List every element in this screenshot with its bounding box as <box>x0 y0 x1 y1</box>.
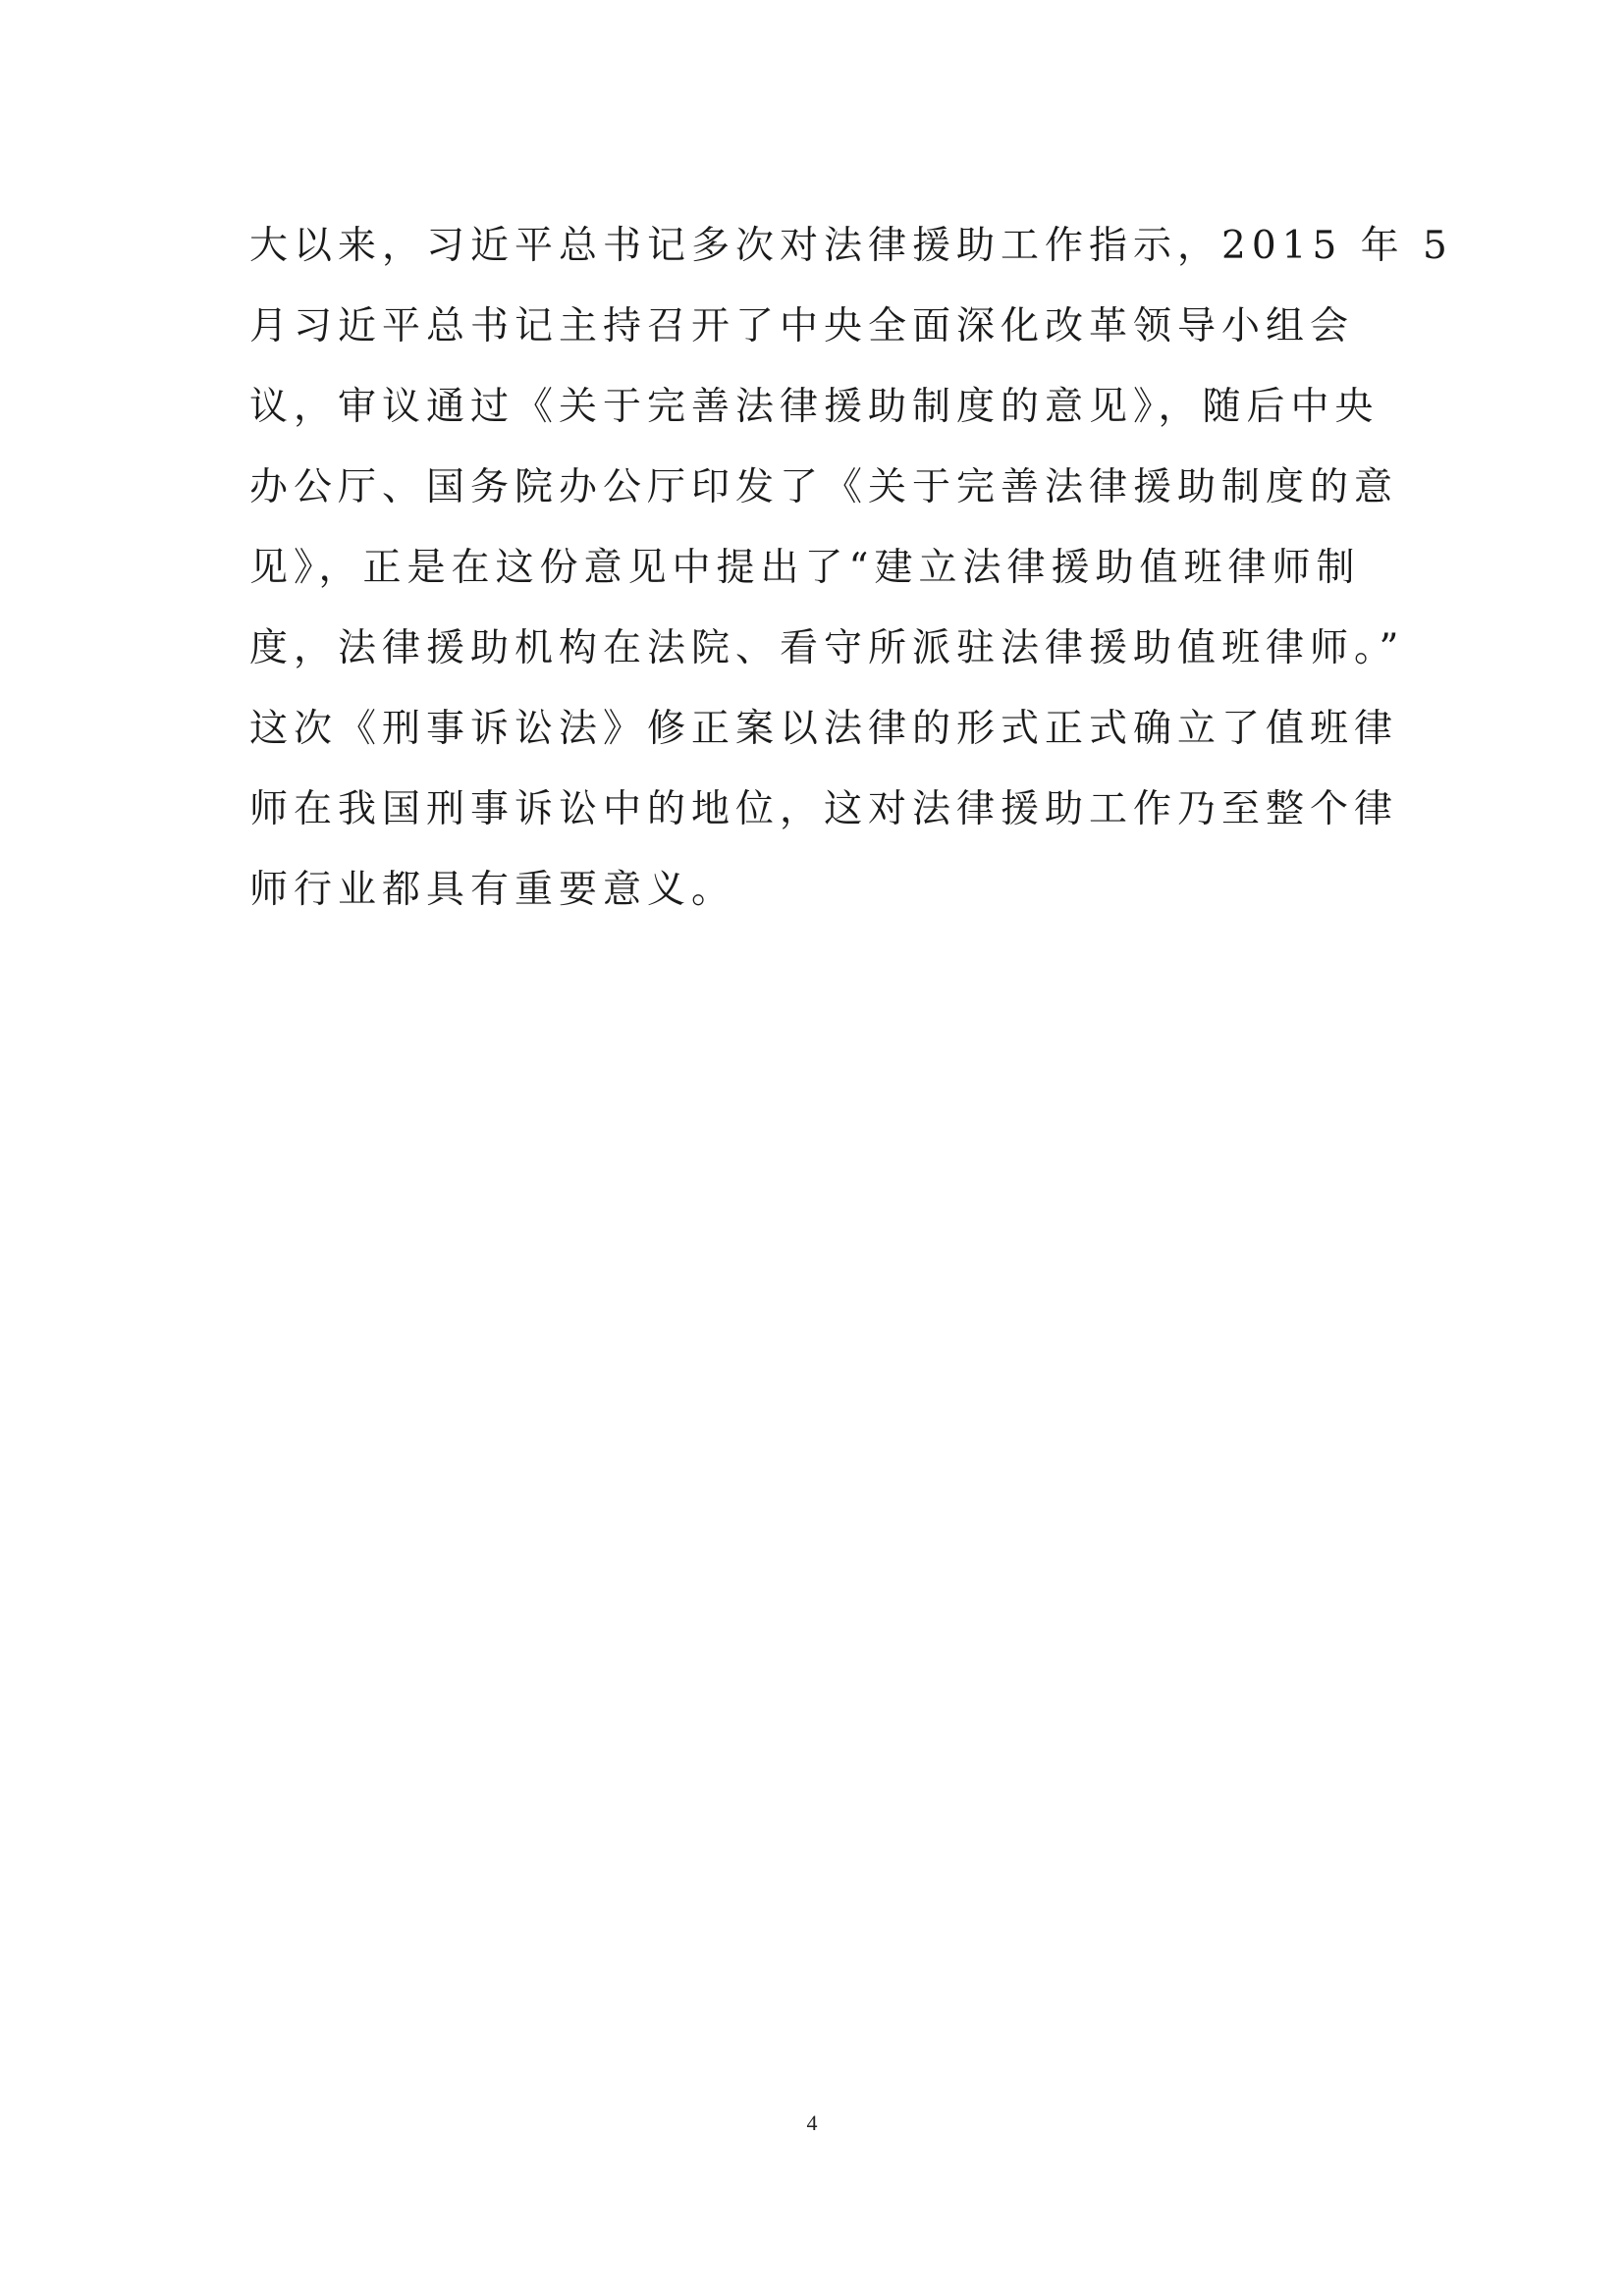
body-paragraph <box>249 206 1453 931</box>
text-line: 大以来，习近平总书记多次对法律援助工作指示，2015 年 5 <box>249 224 1453 268</box>
text-line: 月习近平总书记主持召开了中央全面深化改革领导小组会 <box>249 304 1355 348</box>
text-line: 议，审议通过《关于完善法律援助制度的意见》，随后中央 <box>249 385 1380 429</box>
text-line: 办公厅、国务院办公厅印发了《关于完善法律援助制度的意 <box>249 465 1399 509</box>
text-line: 见》，正是在这份意见中提出了“建立法律援助值班律师制 <box>249 546 1361 590</box>
page-number: 4 <box>806 2110 818 2135</box>
text-line: 师行业都具有重要意义。 <box>249 868 736 912</box>
text-line: 师在我国刑事诉讼中的地位，这对法律援助工作乃至整个律 <box>249 787 1399 831</box>
text-line: 度，法律援助机构在法院、看守所派驻法律援助值班律师。” <box>249 626 1405 670</box>
text-line: 这次《刑事诉讼法》修正案以法律的形式正式确立了值班律 <box>249 707 1399 751</box>
